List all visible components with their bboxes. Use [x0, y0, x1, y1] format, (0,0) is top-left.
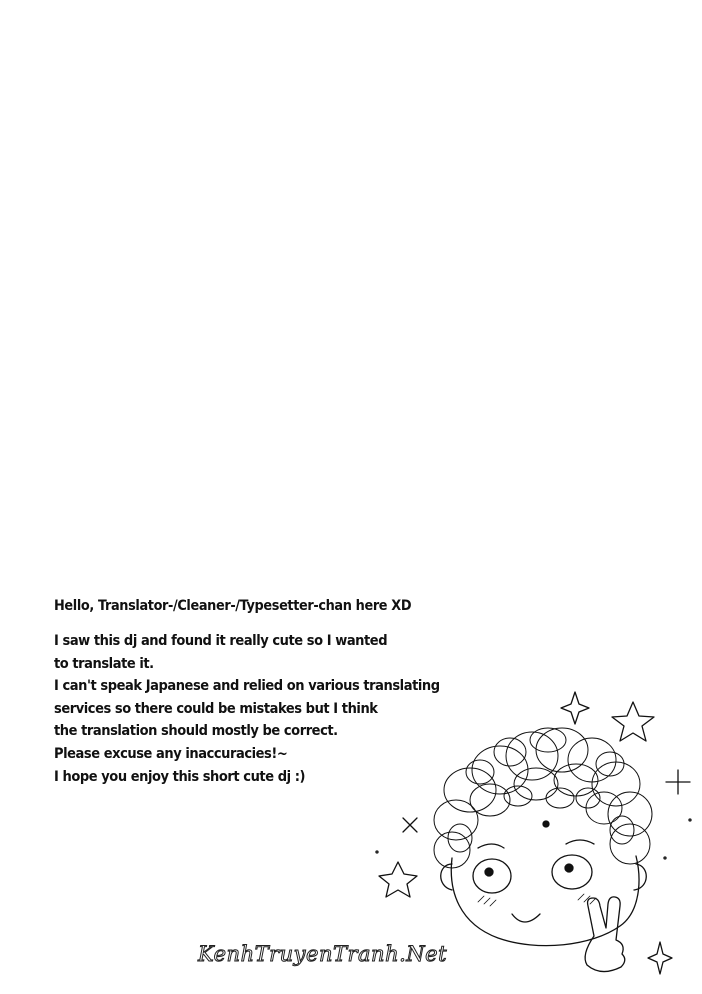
- sparkle-icon: [648, 942, 672, 974]
- curly-hair: [434, 728, 652, 868]
- star-icon: [379, 862, 417, 897]
- eyebrow: [566, 840, 594, 844]
- site-watermark: KenhTruyenTranh.Net: [198, 942, 448, 966]
- sparkle-icon: [561, 692, 589, 724]
- note-line: I can't speak Japanese and relied on various translating: [54, 678, 440, 695]
- right-eye: [552, 855, 592, 889]
- note-line: Please excuse any inaccuracies!~: [54, 745, 288, 762]
- forehead-dot: [543, 821, 549, 827]
- note-line: services so there could be mistakes but I think: [54, 700, 378, 717]
- blush: [478, 894, 596, 906]
- note-line: to translate it.: [54, 655, 154, 672]
- cross-sparkle-icon: [666, 770, 690, 794]
- note-greeting: Hello, Translator-/Cleaner-/Typesetter-chan here XD: [54, 598, 412, 614]
- x-mark-icon: [403, 818, 417, 832]
- star-icon: [612, 702, 654, 741]
- dot-icon: [376, 851, 378, 853]
- note-line: I saw this dj and found it really cute so I wanted: [54, 633, 388, 649]
- left-eye: [473, 859, 511, 893]
- note-line: the translation should mostly be correct.: [54, 723, 338, 740]
- dot-icon: [689, 819, 691, 821]
- eyebrow: [478, 844, 504, 848]
- ear: [634, 864, 646, 890]
- smile-mouth: [512, 914, 540, 922]
- dot-icon: [664, 857, 666, 859]
- note-line: I hope you enjoy this short cute dj :): [54, 768, 305, 785]
